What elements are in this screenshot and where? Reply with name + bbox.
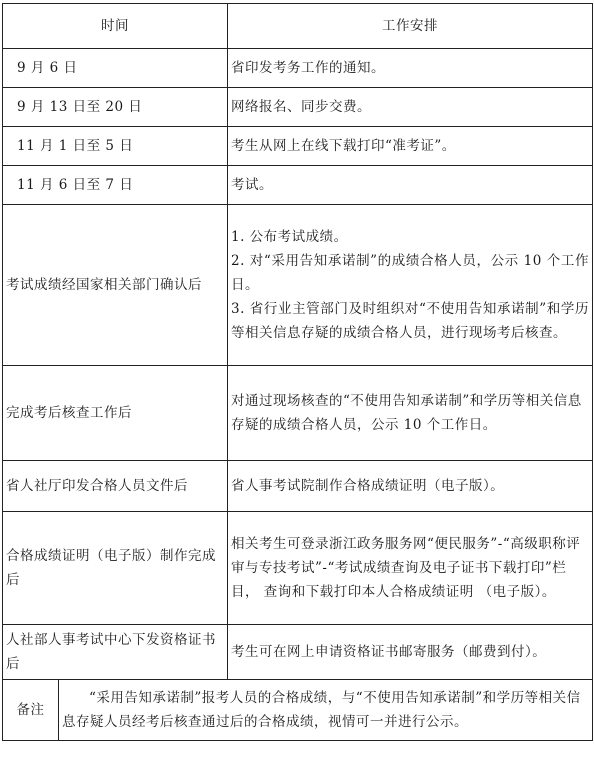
plan-cell: 考生可在网上申请资格证书邮寄服务（邮费到付）。 bbox=[228, 625, 593, 680]
table-row bbox=[3, 512, 593, 625]
table-row bbox=[3, 88, 593, 127]
plan-item: 3. 省行业主管部门及时组织对“不使用告知承诺制”和学历等相关信息存疑的成绩合格人员，进行现场考后核查。 bbox=[231, 301, 589, 341]
table-row bbox=[3, 461, 593, 512]
plan-cell: 省人事考试院制作合格成绩证明（电子版）。 bbox=[228, 461, 593, 512]
time-cell: 省人社厅印发合格人员文件后 bbox=[3, 461, 228, 512]
table-row bbox=[3, 366, 593, 461]
plan-cell: 相关考生可登录浙江政务服务网“便民服务”-“高级职称评 审与专技考试”-“考试成绩查询及电子证书下载打印”栏目， 查询和下载打印本人合格成绩证明 （电子版）。 bbox=[228, 512, 593, 625]
time-cell: 9 月 6 日 bbox=[3, 49, 228, 88]
plan-cell: 对通过现场核查的“不使用告知承诺制”和学历等相关信息存疑的成绩合格人员，公示 10 个工作日。 bbox=[228, 366, 593, 461]
time-cell: 11 月 6 日至 7 日 bbox=[3, 166, 228, 205]
table-row bbox=[3, 127, 593, 166]
time-cell: 人社部人事考试中心下发资格证书后 bbox=[3, 625, 228, 680]
table-row bbox=[3, 625, 593, 680]
remark-text: “采用告知承诺制”报考人员的合格成绩，与“不使用告知承诺制”和学历等相关信息存疑人员经考后核查通过后的合格成绩，视情可一并进行公示。 bbox=[59, 680, 593, 741]
table-header-row bbox=[3, 4, 593, 49]
time-column-header: 时间 bbox=[3, 4, 228, 49]
plan-cell: 省印发考务工作的通知。 bbox=[228, 49, 593, 88]
plan-cell bbox=[228, 205, 593, 366]
time-cell: 完成考后核查工作后 bbox=[3, 366, 228, 461]
time-cell: 考试成绩经国家相关部门确认后 bbox=[3, 205, 228, 366]
time-cell: 9 月 13 日至 20 日 bbox=[3, 88, 228, 127]
exam-schedule-table bbox=[2, 3, 593, 741]
remark-row bbox=[3, 680, 593, 741]
plan-item: 1. 公布考试成绩。 bbox=[231, 229, 348, 245]
plan-column-header: 工作安排 bbox=[228, 4, 593, 49]
plan-cell: 考试。 bbox=[228, 166, 593, 205]
table-row bbox=[3, 49, 593, 88]
plan-cell: 考生从网上在线下载打印“准考证”。 bbox=[228, 127, 593, 166]
plan-item: 2. 对“采用告知承诺制”的成绩合格人员，公示 10 个工作日。 bbox=[231, 253, 589, 293]
time-cell: 合格成绩证明（电子版）制作完成后 bbox=[3, 512, 228, 625]
time-cell: 11 月 1 日至 5 日 bbox=[3, 127, 228, 166]
remark-label: 备注 bbox=[3, 680, 59, 741]
table-row bbox=[3, 166, 593, 205]
table-row bbox=[3, 205, 593, 366]
plan-cell: 网络报名、同步交费。 bbox=[228, 88, 593, 127]
